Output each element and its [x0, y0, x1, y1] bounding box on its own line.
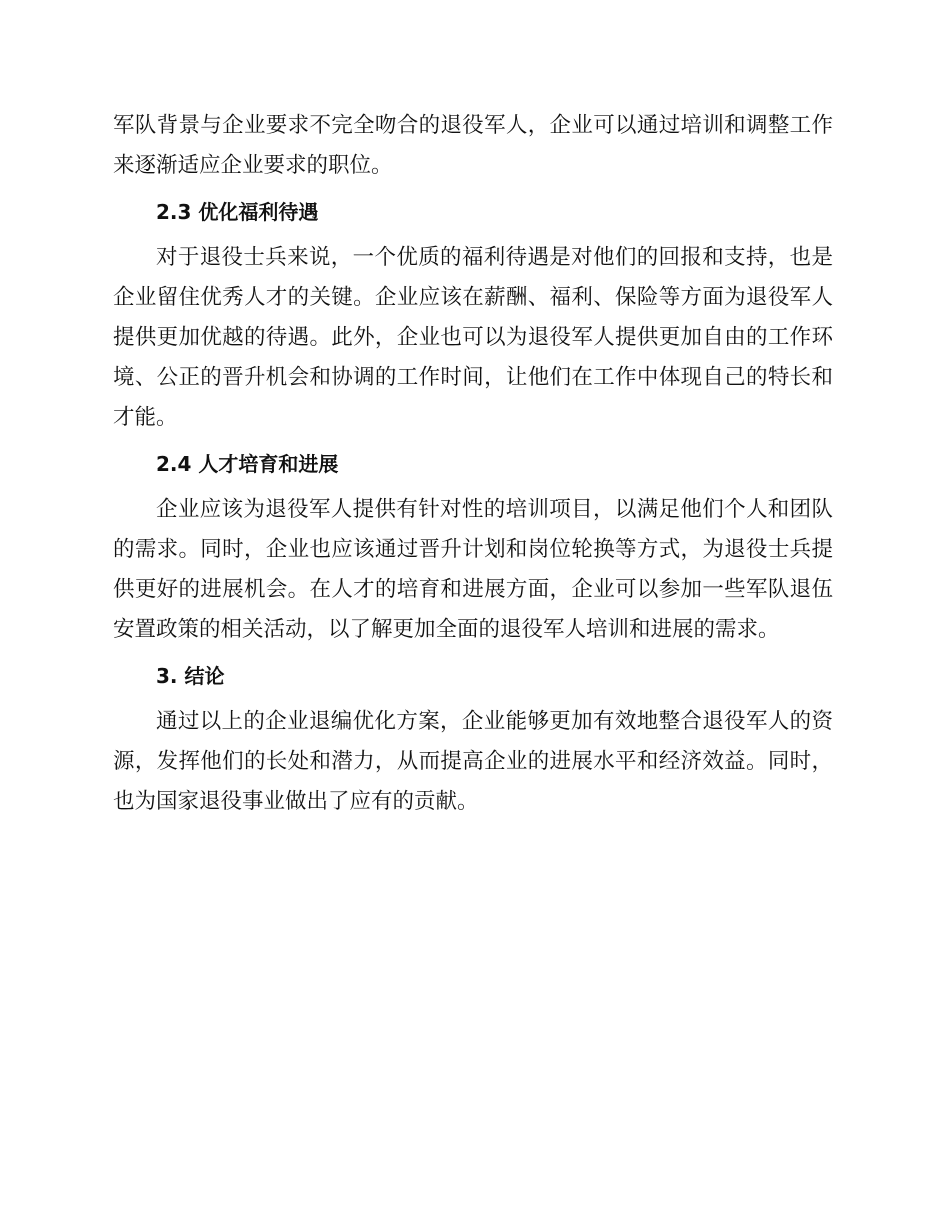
continued-paragraph: 军队背景与企业要求不完全吻合的退役军人，企业可以通过培训和调整工作来逐渐适应企业要求的职位。: [113, 113, 833, 178]
section-body-2-4: 企业应该为退役军人提供有针对性的培训项目，以满足他们个人和团队的需求。同时，企业也应该通过晋升计划和岗位轮换等方式，为退役士兵提供更好的进展机会。在人才的培育和进展方面，企业可以参加一些军队退伍安置政策的相关活动，以了解更加全面的退役军人培训和进展的需求。: [113, 497, 833, 642]
section-heading-2-4: 2.4 人才培育和进展: [156, 452, 339, 476]
section-heading-3: 3. 结论: [156, 664, 225, 688]
section-body-2-3: 对于退役士兵来说，一个优质的福利待遇是对他们的回报和支持，也是企业留住优秀人才的关键。企业应该在薪酬、福利、保险等方面为退役军人提供更加优越的待遇。此外，企业也可以为退役军人提供更加自由的工作环境、公正的晋升机会和协调的工作时间，让他们在工作中体现自己的特长和才能。: [113, 245, 833, 430]
document-body: [113, 106, 833, 822]
section-body-3: 通过以上的企业退编优化方案，企业能够更加有效地整合退役军人的资源，发挥他们的长处和潜力，从而提高企业的进展水平和经济效益。同时，也为国家退役事业做出了应有的贡献。: [113, 709, 833, 814]
section-heading-2-3: 2.3 优化福利待遇: [156, 200, 319, 224]
